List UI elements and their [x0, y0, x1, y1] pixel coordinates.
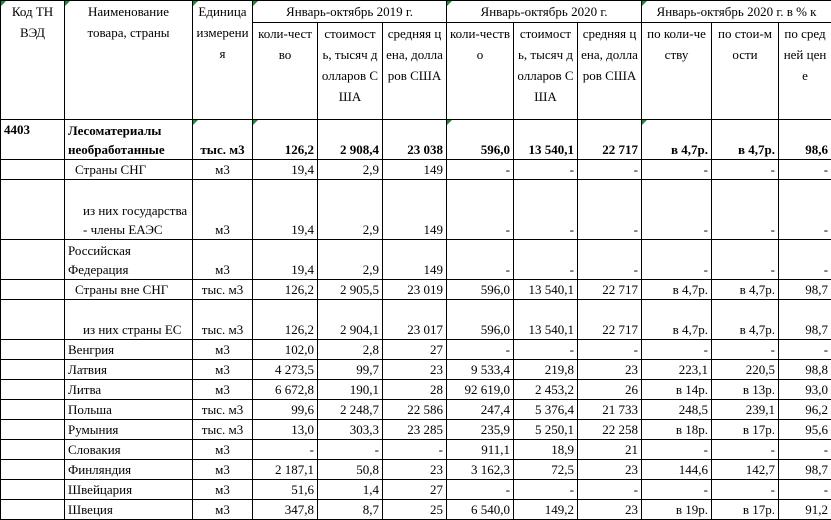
qty-2019-cell: 19,4	[253, 180, 318, 240]
code-cell	[1, 160, 65, 180]
header-pct-avg: по средней цене	[779, 23, 831, 120]
cost-2019-cell: 2 908,4	[318, 120, 383, 160]
code-cell	[1, 400, 65, 420]
unit-cell: м3	[193, 340, 253, 360]
cost-2020-cell: -	[514, 160, 578, 180]
code-cell	[1, 460, 65, 480]
avg-2020-cell: 23	[578, 460, 642, 480]
qty-2020-cell: 235,9	[447, 420, 514, 440]
unit-cell: м3	[193, 360, 253, 380]
cost-2019-cell: 2 248,7	[318, 400, 383, 420]
qty-2020-cell: 3 162,3	[447, 460, 514, 480]
cost-2020-cell: -	[514, 180, 578, 240]
cost-2019-cell: 2,9	[318, 160, 383, 180]
qty-2020-cell: 596,0	[447, 300, 514, 340]
name-cell: Румыния	[65, 420, 193, 440]
header-unit: Единица измерения	[193, 1, 253, 120]
avg-2019-cell: 23 019	[383, 280, 447, 300]
header-name: Наименование товара, страны	[65, 1, 193, 120]
pct-cost-cell: в 4,7р.	[712, 300, 779, 340]
table-row	[1, 440, 831, 460]
header-period-2020: Январь-октябрь 2020 г.	[447, 1, 642, 23]
qty-2020-cell: -	[447, 240, 514, 280]
qty-2020-cell: -	[447, 340, 514, 360]
name-cell: Польша	[65, 400, 193, 420]
name-cell: Швеция	[65, 500, 193, 520]
name-cell: Страны вне СНГ	[65, 280, 193, 300]
name-cell: Финляндия	[65, 460, 193, 480]
header-qty-2019: коли-чество	[253, 23, 318, 120]
name-cell: Латвия	[65, 360, 193, 380]
header-code: Код ТН ВЭД	[1, 1, 65, 120]
pct-cost-cell: -	[712, 240, 779, 280]
qty-2019-cell: 19,4	[253, 160, 318, 180]
cost-2019-cell: 303,3	[318, 420, 383, 440]
qty-2019-cell: 102,0	[253, 340, 318, 360]
qty-2020-cell: 596,0	[447, 120, 514, 160]
name-cell: Венгрия	[65, 340, 193, 360]
cost-2020-cell: 2 453,2	[514, 380, 578, 400]
unit-cell: тыс. м3	[193, 120, 253, 160]
avg-2019-cell: 22 586	[383, 400, 447, 420]
code-cell	[1, 360, 65, 380]
avg-2020-cell: 21 733	[578, 400, 642, 420]
avg-2019-cell: 27	[383, 480, 447, 500]
pct-cost-cell: в 4,7р.	[712, 120, 779, 160]
pct-qty-cell: -	[642, 440, 712, 460]
cost-2019-cell: 2 904,1	[318, 300, 383, 340]
code-cell	[1, 240, 65, 280]
avg-2019-cell: 149	[383, 240, 447, 280]
avg-2020-cell: -	[578, 160, 642, 180]
cost-2020-cell: -	[514, 240, 578, 280]
pct-cost-cell: 142,7	[712, 460, 779, 480]
header-period-pct: Январь-октябрь 2020 г. в % к	[642, 1, 831, 23]
pct-cost-cell: в 13р.	[712, 380, 779, 400]
pct-qty-cell: в 4,7р.	[642, 280, 712, 300]
table-row	[1, 300, 831, 340]
avg-2019-cell: -	[383, 440, 447, 460]
qty-2019-cell: -	[253, 440, 318, 460]
pct-qty-cell: в 19р.	[642, 500, 712, 520]
code-cell: 4403	[1, 120, 65, 160]
pct-cost-cell: 239,1	[712, 400, 779, 420]
pct-avg-cell: 91,2	[779, 500, 831, 520]
avg-2019-cell: 25	[383, 500, 447, 520]
unit-cell: тыс. м3	[193, 420, 253, 440]
avg-2019-cell: 23	[383, 460, 447, 480]
pct-qty-cell: -	[642, 340, 712, 360]
code-cell	[1, 340, 65, 360]
pct-cost-cell: в 17р.	[712, 420, 779, 440]
name-cell: Литва	[65, 380, 193, 400]
table-row	[1, 400, 831, 420]
header-pct-qty: по коли-честву	[642, 23, 712, 120]
header-qty-2020: коли-чество	[447, 23, 514, 120]
qty-2020-cell: 247,4	[447, 400, 514, 420]
pct-avg-cell: -	[779, 240, 831, 280]
qty-2020-cell: -	[447, 180, 514, 240]
avg-2020-cell: -	[578, 180, 642, 240]
cost-2019-cell: 99,7	[318, 360, 383, 380]
pct-cost-cell: в 17р.	[712, 500, 779, 520]
qty-2019-cell: 2 187,1	[253, 460, 318, 480]
avg-2020-cell: 22 258	[578, 420, 642, 440]
table-row	[1, 160, 831, 180]
avg-2020-cell: 26	[578, 380, 642, 400]
avg-2019-cell: 149	[383, 160, 447, 180]
pct-qty-cell: -	[642, 480, 712, 500]
avg-2020-cell: 22 717	[578, 120, 642, 160]
cost-2020-cell: 13 540,1	[514, 300, 578, 340]
pct-avg-cell: 98,6	[779, 120, 831, 160]
table-row	[1, 360, 831, 380]
unit-cell: тыс. м3	[193, 280, 253, 300]
cost-2019-cell: 2,9	[318, 240, 383, 280]
cost-2019-cell: 1,4	[318, 480, 383, 500]
code-cell	[1, 280, 65, 300]
pct-qty-cell: -	[642, 160, 712, 180]
qty-2020-cell: 9 533,4	[447, 360, 514, 380]
table-row	[1, 180, 831, 240]
unit-cell: м3	[193, 440, 253, 460]
code-cell	[1, 380, 65, 400]
pct-avg-cell: 98,7	[779, 280, 831, 300]
pct-qty-cell: 223,1	[642, 360, 712, 380]
pct-avg-cell: -	[779, 180, 831, 240]
pct-avg-cell: 95,6	[779, 420, 831, 440]
pct-avg-cell: 98,7	[779, 300, 831, 340]
pct-avg-cell: 93,0	[779, 380, 831, 400]
pct-avg-cell: -	[779, 160, 831, 180]
cost-2020-cell: 219,8	[514, 360, 578, 380]
header-row-1	[1, 1, 831, 23]
header-period-2019: Январь-октябрь 2019 г.	[253, 1, 447, 23]
qty-2019-cell: 126,2	[253, 280, 318, 300]
pct-cost-cell: -	[712, 180, 779, 240]
qty-2019-cell: 347,8	[253, 500, 318, 520]
unit-cell: тыс. м3	[193, 300, 253, 340]
cost-2020-cell: 18,9	[514, 440, 578, 460]
table-row	[1, 500, 831, 520]
unit-cell: м3	[193, 460, 253, 480]
unit-cell: м3	[193, 500, 253, 520]
qty-2020-cell: 92 619,0	[447, 380, 514, 400]
cost-2019-cell: 2,9	[318, 180, 383, 240]
unit-cell: м3	[193, 380, 253, 400]
table-row	[1, 340, 831, 360]
qty-2019-cell: 6 672,8	[253, 380, 318, 400]
qty-2019-cell: 19,4	[253, 240, 318, 280]
pct-cost-cell: -	[712, 480, 779, 500]
qty-2019-cell: 126,2	[253, 120, 318, 160]
avg-2019-cell: 149	[383, 180, 447, 240]
qty-2019-cell: 126,2	[253, 300, 318, 340]
pct-cost-cell: 220,5	[712, 360, 779, 380]
pct-cost-cell: -	[712, 440, 779, 460]
pct-avg-cell: -	[779, 440, 831, 460]
avg-2020-cell: -	[578, 240, 642, 280]
code-cell	[1, 440, 65, 460]
cost-2020-cell: -	[514, 340, 578, 360]
unit-cell: м3	[193, 480, 253, 500]
name-cell: Лесоматериалы необработанные	[65, 120, 193, 160]
qty-2020-cell: 6 540,0	[447, 500, 514, 520]
table-row	[1, 460, 831, 480]
cost-2020-cell: -	[514, 480, 578, 500]
pct-qty-cell: -	[642, 180, 712, 240]
unit-cell: м3	[193, 240, 253, 280]
avg-2020-cell: -	[578, 340, 642, 360]
name-cell: Швейцария	[65, 480, 193, 500]
cost-2020-cell: 13 540,1	[514, 280, 578, 300]
avg-2019-cell: 23 285	[383, 420, 447, 440]
header-avg-2019: средняя цена, долларов США	[383, 23, 447, 120]
qty-2019-cell: 99,6	[253, 400, 318, 420]
cost-2019-cell: 190,1	[318, 380, 383, 400]
name-cell: Российская Федерация	[65, 240, 193, 280]
pct-cost-cell: -	[712, 160, 779, 180]
pct-qty-cell: в 4,7р.	[642, 300, 712, 340]
code-cell	[1, 500, 65, 520]
table-row	[1, 240, 831, 280]
cost-2020-cell: 72,5	[514, 460, 578, 480]
unit-cell: тыс. м3	[193, 400, 253, 420]
avg-2020-cell: 22 717	[578, 300, 642, 340]
code-cell	[1, 300, 65, 340]
pct-qty-cell: в 14р.	[642, 380, 712, 400]
avg-2020-cell: 22 717	[578, 280, 642, 300]
qty-2020-cell: -	[447, 160, 514, 180]
pct-avg-cell: 96,2	[779, 400, 831, 420]
pct-avg-cell: -	[779, 340, 831, 360]
unit-cell: м3	[193, 160, 253, 180]
header-cost-2020: стоимость, тысяч долларов США	[514, 23, 578, 120]
pct-qty-cell: 248,5	[642, 400, 712, 420]
name-cell: Словакия	[65, 440, 193, 460]
cost-2019-cell: 2,8	[318, 340, 383, 360]
cost-2019-cell: 2 905,5	[318, 280, 383, 300]
table-row	[1, 120, 831, 160]
code-cell	[1, 180, 65, 240]
cost-2020-cell: 149,2	[514, 500, 578, 520]
cost-2020-cell: 5 250,1	[514, 420, 578, 440]
qty-2020-cell: -	[447, 480, 514, 500]
table-row	[1, 420, 831, 440]
table-row	[1, 480, 831, 500]
cost-2019-cell: 8,7	[318, 500, 383, 520]
cost-2019-cell: 50,8	[318, 460, 383, 480]
pct-qty-cell: в 18р.	[642, 420, 712, 440]
pct-cost-cell: в 4,7р.	[712, 280, 779, 300]
cost-2020-cell: 13 540,1	[514, 120, 578, 160]
qty-2020-cell: 596,0	[447, 280, 514, 300]
name-cell: из них страны ЕС	[65, 300, 193, 340]
avg-2019-cell: 28	[383, 380, 447, 400]
avg-2019-cell: 27	[383, 340, 447, 360]
avg-2020-cell: -	[578, 480, 642, 500]
avg-2019-cell: 23	[383, 360, 447, 380]
pct-cost-cell: -	[712, 340, 779, 360]
avg-2019-cell: 23 038	[383, 120, 447, 160]
code-cell	[1, 420, 65, 440]
name-cell: из них государства - члены ЕАЭС	[65, 180, 193, 240]
cost-2019-cell: -	[318, 440, 383, 460]
pct-qty-cell: 144,6	[642, 460, 712, 480]
header-avg-2020: средняя цена, долларов США	[578, 23, 642, 120]
pct-avg-cell: 98,8	[779, 360, 831, 380]
table-row	[1, 280, 831, 300]
header-cost-2019: стоимость, тысяч долларов США	[318, 23, 383, 120]
name-cell: Страны СНГ	[65, 160, 193, 180]
code-cell	[1, 480, 65, 500]
unit-cell: м3	[193, 180, 253, 240]
header-pct-cost: по стои-мости	[712, 23, 779, 120]
avg-2020-cell: 23	[578, 500, 642, 520]
qty-2020-cell: 911,1	[447, 440, 514, 460]
qty-2019-cell: 4 273,5	[253, 360, 318, 380]
avg-2020-cell: 21	[578, 440, 642, 460]
table-row	[1, 380, 831, 400]
pct-avg-cell: -	[779, 480, 831, 500]
pct-qty-cell: в 4,7р.	[642, 120, 712, 160]
pct-qty-cell: -	[642, 240, 712, 280]
qty-2019-cell: 13,0	[253, 420, 318, 440]
avg-2019-cell: 23 017	[383, 300, 447, 340]
cost-2020-cell: 5 376,4	[514, 400, 578, 420]
avg-2020-cell: 23	[578, 360, 642, 380]
pct-avg-cell: 98,7	[779, 460, 831, 480]
qty-2019-cell: 51,6	[253, 480, 318, 500]
